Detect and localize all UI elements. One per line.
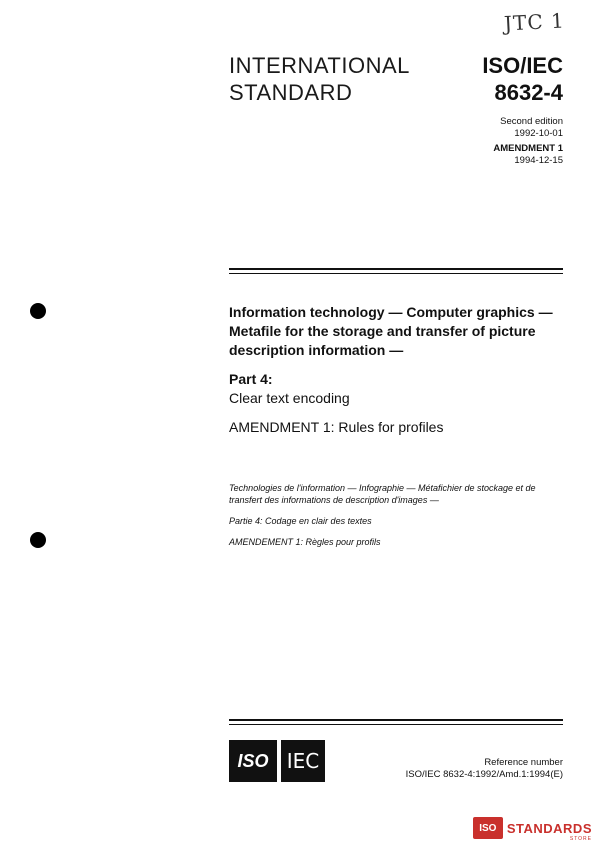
title-line3: description information — <box>229 342 404 358</box>
watermark-iso-badge: ISO <box>473 817 503 839</box>
bottom-rule-1 <box>229 719 563 721</box>
edition-block <box>493 116 563 167</box>
handwritten-note: JTC 1 <box>503 8 566 36</box>
french-part: Partie 4: Codage en clair des textes <box>229 516 372 526</box>
standard-number-line2: 8632-4 <box>494 80 563 105</box>
reference-block <box>406 757 563 781</box>
document-type <box>229 52 410 106</box>
top-rule-1 <box>229 268 563 270</box>
document-title <box>229 303 569 360</box>
top-rule-2 <box>229 273 563 274</box>
french-amendment: AMENDEMENT 1: Règles pour profils <box>229 537 381 547</box>
standard-number <box>482 52 563 106</box>
iec-logo-text: IEC <box>286 749 320 773</box>
bottom-rule-2 <box>229 724 563 725</box>
watermark-text: STANDARDS <box>506 820 592 836</box>
title-line2: Metafile for the storage and transfer of picture <box>229 323 536 339</box>
part-name: Clear text encoding <box>229 390 350 406</box>
title-line1: Information technology — Computer graphics — <box>229 304 553 320</box>
iec-logo <box>281 740 325 782</box>
amendment-date: 1994-12-15 <box>514 155 563 166</box>
part-label: Part 4: <box>229 371 273 387</box>
document-type-line1: INTERNATIONAL <box>229 53 410 78</box>
reference-label: Reference number <box>484 757 563 768</box>
standard-number-line1: ISO/IEC <box>482 53 563 78</box>
punch-hole-top <box>30 303 46 319</box>
watermark-subtext: STORE <box>569 836 592 842</box>
french-title <box>229 482 559 506</box>
document-type-line2: STANDARD <box>229 80 353 105</box>
punch-hole-bottom <box>30 532 46 548</box>
french-title-line2: transfert des informations de description d'images — <box>229 495 439 505</box>
french-title-line1: Technologies de l'information — Infographie — Métafichier de stockage et de <box>229 483 536 493</box>
reference-number: ISO/IEC 8632-4:1992/Amd.1:1994(E) <box>405 769 563 780</box>
amendment-label: AMENDMENT 1 <box>493 143 563 154</box>
edition-label: Second edition <box>500 116 563 127</box>
amendment-title: AMENDMENT 1: Rules for profiles <box>229 419 444 435</box>
iso-logo-text: ISO <box>237 750 269 771</box>
iso-logo <box>229 740 277 782</box>
edition-date: 1992-10-01 <box>514 128 563 139</box>
